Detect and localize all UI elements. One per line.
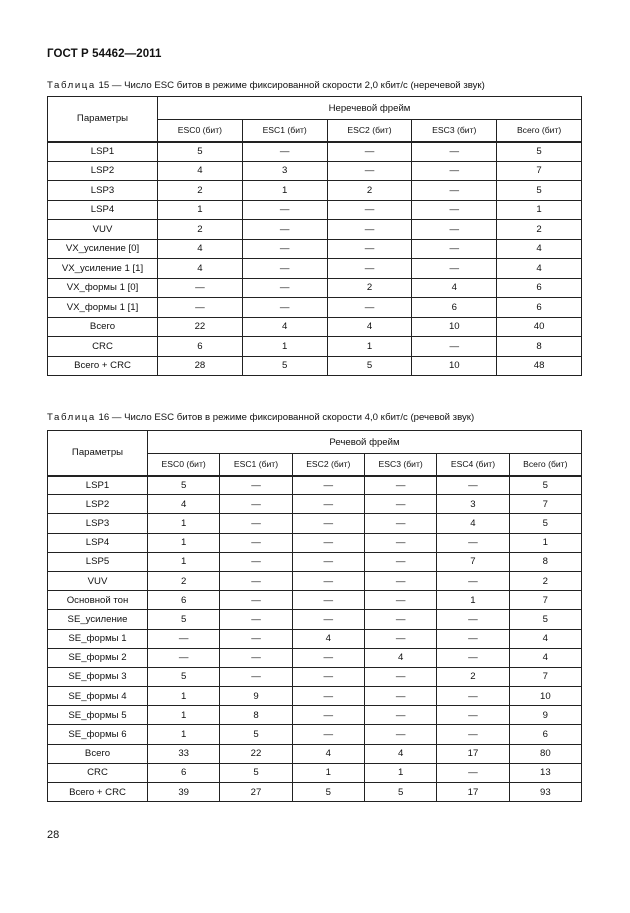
table15-caption bbox=[47, 80, 485, 91]
value-cell: 1 bbox=[509, 533, 581, 552]
value-cell: — bbox=[437, 706, 509, 725]
value-cell: — bbox=[242, 239, 327, 259]
table-row bbox=[48, 259, 582, 279]
value-cell: 6 bbox=[148, 763, 220, 782]
table16 bbox=[47, 430, 582, 802]
value-cell: 4 bbox=[509, 648, 581, 667]
table-row bbox=[48, 298, 582, 318]
value-cell: 5 bbox=[158, 142, 243, 162]
table-row bbox=[48, 514, 582, 533]
value-cell: 1 bbox=[497, 200, 582, 220]
value-cell: 5 bbox=[148, 476, 220, 495]
table-row bbox=[48, 648, 582, 667]
value-cell: 3 bbox=[437, 495, 509, 514]
parameter-cell: Всего bbox=[48, 744, 148, 763]
value-cell: — bbox=[292, 687, 364, 706]
table16-column-header: ESC0 (бит) bbox=[148, 454, 220, 476]
table-row bbox=[48, 706, 582, 725]
parameter-cell: SE_формы 6 bbox=[48, 725, 148, 744]
value-cell: 8 bbox=[509, 552, 581, 571]
value-cell: — bbox=[437, 610, 509, 629]
value-cell: — bbox=[220, 591, 292, 610]
table-row bbox=[48, 337, 582, 357]
value-cell: 4 bbox=[292, 744, 364, 763]
table-row bbox=[48, 687, 582, 706]
value-cell: — bbox=[364, 591, 436, 610]
value-cell: 6 bbox=[158, 337, 243, 357]
value-cell: — bbox=[292, 552, 364, 571]
value-cell: 4 bbox=[509, 629, 581, 648]
value-cell: — bbox=[437, 763, 509, 782]
value-cell: — bbox=[412, 239, 497, 259]
value-cell: 5 bbox=[497, 181, 582, 201]
value-cell: 1 bbox=[148, 725, 220, 744]
value-cell: 9 bbox=[509, 706, 581, 725]
value-cell: — bbox=[364, 533, 436, 552]
table-row bbox=[48, 763, 582, 782]
value-cell: 7 bbox=[497, 161, 582, 181]
value-cell: 5 bbox=[148, 610, 220, 629]
parameter-cell: LSP4 bbox=[48, 533, 148, 552]
value-cell: — bbox=[292, 667, 364, 686]
value-cell: 6 bbox=[509, 725, 581, 744]
table16-param-header: Параметры bbox=[48, 431, 148, 476]
table15-column-header: ESC2 (бит) bbox=[327, 120, 412, 142]
value-cell: 3 bbox=[242, 161, 327, 181]
value-cell: — bbox=[364, 552, 436, 571]
table-row bbox=[48, 239, 582, 259]
value-cell: — bbox=[242, 200, 327, 220]
value-cell: 22 bbox=[220, 744, 292, 763]
value-cell: 5 bbox=[497, 142, 582, 162]
value-cell: — bbox=[292, 533, 364, 552]
value-cell: 1 bbox=[437, 591, 509, 610]
value-cell: — bbox=[364, 725, 436, 744]
value-cell: 93 bbox=[509, 783, 581, 802]
value-cell: — bbox=[242, 142, 327, 162]
value-cell: 10 bbox=[509, 687, 581, 706]
value-cell: — bbox=[327, 220, 412, 240]
parameter-cell: Основной тон bbox=[48, 591, 148, 610]
table16-column-header: ESC1 (бит) bbox=[220, 454, 292, 476]
value-cell: — bbox=[412, 181, 497, 201]
parameter-cell: LSP1 bbox=[48, 142, 158, 162]
value-cell: — bbox=[148, 648, 220, 667]
value-cell: 5 bbox=[509, 514, 581, 533]
value-cell: 4 bbox=[158, 161, 243, 181]
value-cell: 6 bbox=[412, 298, 497, 318]
value-cell: — bbox=[242, 220, 327, 240]
table-row bbox=[48, 591, 582, 610]
table-row bbox=[48, 725, 582, 744]
value-cell: — bbox=[327, 142, 412, 162]
value-cell: 6 bbox=[497, 278, 582, 298]
value-cell: 6 bbox=[148, 591, 220, 610]
parameter-cell: LSP5 bbox=[48, 552, 148, 571]
value-cell: — bbox=[437, 476, 509, 495]
value-cell: — bbox=[364, 514, 436, 533]
value-cell: — bbox=[437, 687, 509, 706]
parameter-cell: SE_формы 3 bbox=[48, 667, 148, 686]
parameter-cell: VUV bbox=[48, 571, 148, 590]
value-cell: 4 bbox=[364, 744, 436, 763]
value-cell: — bbox=[220, 552, 292, 571]
value-cell: — bbox=[412, 200, 497, 220]
parameter-cell: LSP3 bbox=[48, 514, 148, 533]
value-cell: 5 bbox=[148, 667, 220, 686]
table-row bbox=[48, 278, 582, 298]
value-cell: — bbox=[158, 278, 243, 298]
parameter-cell: LSP2 bbox=[48, 495, 148, 514]
table15-column-header: Всего (бит) bbox=[497, 120, 582, 142]
value-cell: — bbox=[292, 706, 364, 725]
parameter-cell: CRC bbox=[48, 337, 158, 357]
value-cell: 4 bbox=[497, 239, 582, 259]
value-cell: — bbox=[220, 610, 292, 629]
value-cell: 1 bbox=[148, 514, 220, 533]
value-cell: — bbox=[242, 259, 327, 279]
parameter-cell: VX_формы 1 [1] bbox=[48, 298, 158, 318]
value-cell: — bbox=[220, 648, 292, 667]
value-cell: — bbox=[327, 200, 412, 220]
value-cell: 1 bbox=[242, 181, 327, 201]
value-cell: 5 bbox=[292, 783, 364, 802]
table-row bbox=[48, 667, 582, 686]
table15-column-header: ESC0 (бит) bbox=[158, 120, 243, 142]
table15-column-header: ESC1 (бит) bbox=[242, 120, 327, 142]
parameter-cell: Всего + CRC bbox=[48, 356, 158, 376]
value-cell: 4 bbox=[327, 317, 412, 337]
value-cell: 22 bbox=[158, 317, 243, 337]
value-cell: 1 bbox=[148, 706, 220, 725]
value-cell: — bbox=[364, 495, 436, 514]
parameter-cell: VX_усиление [0] bbox=[48, 239, 158, 259]
value-cell: 1 bbox=[242, 337, 327, 357]
value-cell: 1 bbox=[292, 763, 364, 782]
value-cell: — bbox=[220, 514, 292, 533]
value-cell: — bbox=[148, 629, 220, 648]
value-cell: — bbox=[292, 571, 364, 590]
value-cell: 5 bbox=[509, 476, 581, 495]
value-cell: — bbox=[292, 514, 364, 533]
value-cell: — bbox=[327, 298, 412, 318]
value-cell: 8 bbox=[220, 706, 292, 725]
table16-column-header: ESC4 (бит) bbox=[437, 454, 509, 476]
parameter-cell: SE_формы 4 bbox=[48, 687, 148, 706]
value-cell: — bbox=[364, 476, 436, 495]
value-cell: 1 bbox=[148, 687, 220, 706]
table-row bbox=[48, 220, 582, 240]
value-cell: — bbox=[220, 629, 292, 648]
parameter-cell: SE_усиление bbox=[48, 610, 148, 629]
value-cell: — bbox=[292, 476, 364, 495]
value-cell: 5 bbox=[509, 610, 581, 629]
table-row bbox=[48, 744, 582, 763]
value-cell: — bbox=[412, 161, 497, 181]
value-cell: 17 bbox=[437, 744, 509, 763]
parameter-cell: LSP4 bbox=[48, 200, 158, 220]
value-cell: — bbox=[220, 667, 292, 686]
value-cell: 1 bbox=[148, 552, 220, 571]
value-cell: — bbox=[220, 533, 292, 552]
parameter-cell: SE_формы 1 bbox=[48, 629, 148, 648]
table15-group-header: Неречевой фрейм bbox=[158, 97, 582, 120]
table15 bbox=[47, 96, 582, 376]
table16-column-header: ESC2 (бит) bbox=[292, 454, 364, 476]
table15-column-header: ESC3 (бит) bbox=[412, 120, 497, 142]
value-cell: 27 bbox=[220, 783, 292, 802]
parameter-cell: Всего bbox=[48, 317, 158, 337]
value-cell: — bbox=[364, 571, 436, 590]
table-row bbox=[48, 783, 582, 802]
value-cell: 2 bbox=[497, 220, 582, 240]
value-cell: 8 bbox=[497, 337, 582, 357]
document-header: ГОСТ Р 54462—2011 bbox=[47, 48, 162, 60]
value-cell: — bbox=[242, 278, 327, 298]
value-cell: — bbox=[437, 725, 509, 744]
table-row bbox=[48, 181, 582, 201]
value-cell: 5 bbox=[242, 356, 327, 376]
value-cell: 2 bbox=[158, 181, 243, 201]
value-cell: 13 bbox=[509, 763, 581, 782]
parameter-cell: SE_формы 5 bbox=[48, 706, 148, 725]
parameter-cell: VUV bbox=[48, 220, 158, 240]
table16-column-header: ESC3 (бит) bbox=[364, 454, 436, 476]
value-cell: 7 bbox=[437, 552, 509, 571]
value-cell: — bbox=[437, 571, 509, 590]
value-cell: — bbox=[364, 667, 436, 686]
value-cell: 5 bbox=[220, 763, 292, 782]
page-number: 28 bbox=[47, 829, 60, 841]
parameter-cell: Всего + CRC bbox=[48, 783, 148, 802]
value-cell: 6 bbox=[497, 298, 582, 318]
value-cell: 2 bbox=[158, 220, 243, 240]
value-cell: — bbox=[220, 495, 292, 514]
table-row bbox=[48, 200, 582, 220]
table-row bbox=[48, 161, 582, 181]
value-cell: 2 bbox=[327, 181, 412, 201]
value-cell: — bbox=[292, 495, 364, 514]
table-row bbox=[48, 571, 582, 590]
value-cell: 2 bbox=[437, 667, 509, 686]
value-cell: 4 bbox=[242, 317, 327, 337]
table15-caption-label: Таблица bbox=[47, 80, 96, 91]
value-cell: — bbox=[327, 259, 412, 279]
value-cell: 4 bbox=[437, 514, 509, 533]
value-cell: — bbox=[327, 161, 412, 181]
value-cell: 4 bbox=[158, 239, 243, 259]
value-cell: 4 bbox=[497, 259, 582, 279]
table-row bbox=[48, 476, 582, 495]
value-cell: 28 bbox=[158, 356, 243, 376]
value-cell: — bbox=[437, 648, 509, 667]
table-row bbox=[48, 533, 582, 552]
value-cell: 4 bbox=[292, 629, 364, 648]
table16-caption-text: 16 — Число ESC битов в режиме фиксированной скорости 4,0 кбит/с (речевой звук) bbox=[98, 412, 475, 423]
value-cell: 9 bbox=[220, 687, 292, 706]
table16-caption bbox=[47, 412, 474, 423]
value-cell: — bbox=[292, 725, 364, 744]
table-row bbox=[48, 142, 582, 162]
value-cell: 2 bbox=[148, 571, 220, 590]
table-row bbox=[48, 610, 582, 629]
value-cell: 7 bbox=[509, 591, 581, 610]
value-cell: 17 bbox=[437, 783, 509, 802]
value-cell: 4 bbox=[364, 648, 436, 667]
value-cell: — bbox=[412, 259, 497, 279]
value-cell: 5 bbox=[220, 725, 292, 744]
parameter-cell: LSP3 bbox=[48, 181, 158, 201]
value-cell: 1 bbox=[364, 763, 436, 782]
value-cell: — bbox=[364, 687, 436, 706]
value-cell: 10 bbox=[412, 317, 497, 337]
value-cell: 40 bbox=[497, 317, 582, 337]
value-cell: — bbox=[412, 142, 497, 162]
table-row bbox=[48, 356, 582, 376]
value-cell: 2 bbox=[509, 571, 581, 590]
table15-caption-text: 15 — Число ESC битов в режиме фиксированной скорости 2,0 кбит/с (неречевой звук) bbox=[98, 80, 485, 91]
value-cell: 5 bbox=[327, 356, 412, 376]
parameter-cell: VX_формы 1 [0] bbox=[48, 278, 158, 298]
value-cell: 1 bbox=[327, 337, 412, 357]
value-cell: 1 bbox=[148, 533, 220, 552]
value-cell: — bbox=[412, 220, 497, 240]
table-row bbox=[48, 629, 582, 648]
value-cell: 4 bbox=[158, 259, 243, 279]
value-cell: — bbox=[292, 648, 364, 667]
value-cell: — bbox=[327, 239, 412, 259]
value-cell: — bbox=[220, 476, 292, 495]
value-cell: 10 bbox=[412, 356, 497, 376]
value-cell: 7 bbox=[509, 667, 581, 686]
parameter-cell: LSP1 bbox=[48, 476, 148, 495]
value-cell: 5 bbox=[364, 783, 436, 802]
value-cell: 80 bbox=[509, 744, 581, 763]
value-cell: — bbox=[412, 337, 497, 357]
table16-column-header: Всего (бит) bbox=[509, 454, 581, 476]
value-cell: — bbox=[364, 610, 436, 629]
parameter-cell: LSP2 bbox=[48, 161, 158, 181]
value-cell: 7 bbox=[509, 495, 581, 514]
value-cell: — bbox=[242, 298, 327, 318]
value-cell: — bbox=[292, 591, 364, 610]
value-cell: — bbox=[364, 706, 436, 725]
value-cell: — bbox=[292, 610, 364, 629]
value-cell: — bbox=[220, 571, 292, 590]
table-row bbox=[48, 495, 582, 514]
value-cell: — bbox=[437, 533, 509, 552]
value-cell: 4 bbox=[412, 278, 497, 298]
table-row bbox=[48, 552, 582, 571]
value-cell: 2 bbox=[327, 278, 412, 298]
value-cell: 39 bbox=[148, 783, 220, 802]
table15-param-header: Параметры bbox=[48, 97, 158, 142]
parameter-cell: SE_формы 2 bbox=[48, 648, 148, 667]
value-cell: — bbox=[364, 629, 436, 648]
parameter-cell: CRC bbox=[48, 763, 148, 782]
value-cell: — bbox=[158, 298, 243, 318]
value-cell: 1 bbox=[158, 200, 243, 220]
parameter-cell: VX_усиление 1 [1] bbox=[48, 259, 158, 279]
value-cell: 4 bbox=[148, 495, 220, 514]
value-cell: 33 bbox=[148, 744, 220, 763]
table-row bbox=[48, 317, 582, 337]
table16-group-header: Речевой фрейм bbox=[148, 431, 582, 454]
value-cell: — bbox=[437, 629, 509, 648]
table16-caption-label: Таблица bbox=[47, 412, 96, 423]
value-cell: 48 bbox=[497, 356, 582, 376]
